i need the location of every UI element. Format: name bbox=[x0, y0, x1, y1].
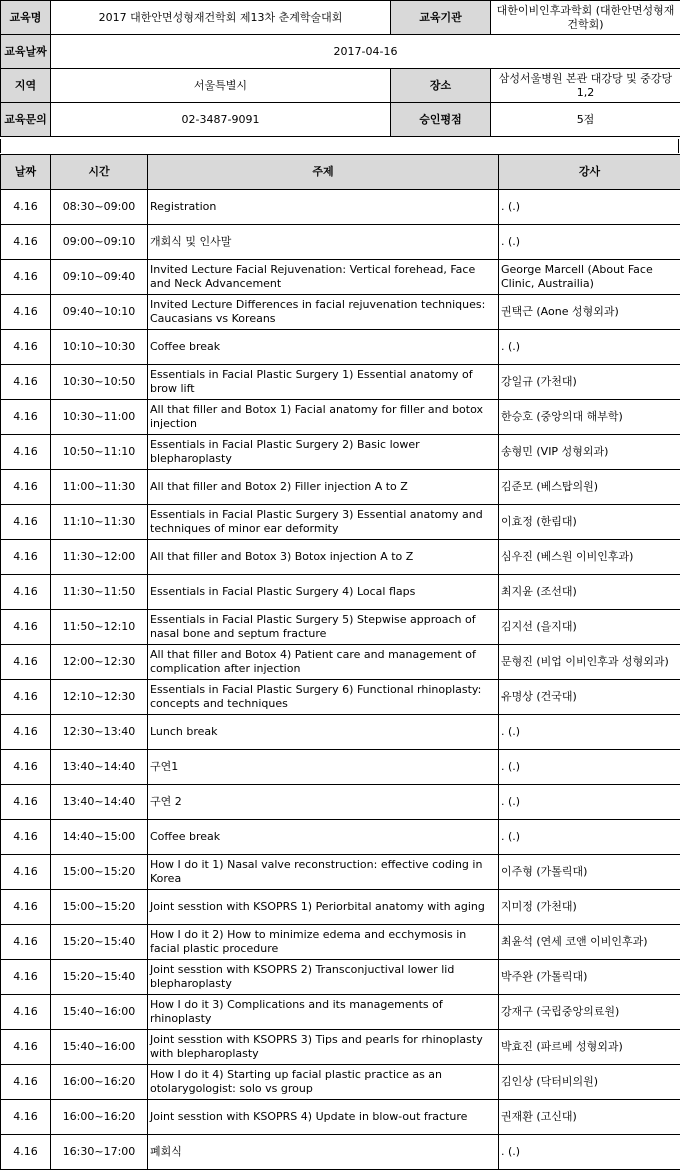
row-date: 4.16 bbox=[1, 505, 51, 540]
row-topic: How I do it 2) How to minimize edema and ecchymosis in facial plastic procedure bbox=[148, 925, 499, 960]
row-topic: 구연1 bbox=[148, 750, 499, 785]
region-value: 서울특별시 bbox=[51, 69, 391, 103]
row-speaker: 권재환 (고신대) bbox=[499, 1100, 680, 1135]
row-date: 4.16 bbox=[1, 960, 51, 995]
row-speaker: George Marcell (About Face Clinic, Austrailia) bbox=[499, 260, 680, 295]
table-row bbox=[1, 785, 680, 820]
row-speaker: 한승호 (중앙의대 해부학) bbox=[499, 400, 680, 435]
info-row-date bbox=[1, 35, 680, 69]
row-time: 12:10~12:30 bbox=[51, 680, 148, 715]
row-topic: Essentials in Facial Plastic Surgery 1) Essential anatomy of brow lift bbox=[148, 365, 499, 400]
row-date: 4.16 bbox=[1, 400, 51, 435]
row-speaker: 최지윤 (조선대) bbox=[499, 575, 680, 610]
row-speaker: . (.) bbox=[499, 750, 680, 785]
row-time: 15:40~16:00 bbox=[51, 995, 148, 1030]
row-time: 10:50~11:10 bbox=[51, 435, 148, 470]
table-row bbox=[1, 540, 680, 575]
row-date: 4.16 bbox=[1, 715, 51, 750]
row-speaker: 권택근 (Aone 성형외과) bbox=[499, 295, 680, 330]
institution-label: 교육기관 bbox=[391, 1, 491, 35]
row-topic: Joint sesstion with KSOPRS 1) Periorbital anatomy with aging bbox=[148, 890, 499, 925]
credits-label: 승인평점 bbox=[391, 103, 491, 137]
row-topic: Essentials in Facial Plastic Surgery 3) Essential anatomy and techniques of minor ear deformity bbox=[148, 505, 499, 540]
row-speaker: 지미정 (가천대) bbox=[499, 890, 680, 925]
row-speaker: 박효진 (파르베 성형외과) bbox=[499, 1030, 680, 1065]
table-row bbox=[1, 505, 680, 540]
info-row-region bbox=[1, 69, 680, 103]
credits-value: 5점 bbox=[491, 103, 680, 137]
table-row bbox=[1, 750, 680, 785]
row-speaker: . (.) bbox=[499, 785, 680, 820]
table-row bbox=[1, 610, 680, 645]
row-topic: Essentials in Facial Plastic Surgery 4) Local flaps bbox=[148, 575, 499, 610]
table-row bbox=[1, 855, 680, 890]
row-time: 15:00~15:20 bbox=[51, 890, 148, 925]
row-date: 4.16 bbox=[1, 540, 51, 575]
header-date: 날짜 bbox=[1, 155, 51, 190]
table-row bbox=[1, 365, 680, 400]
row-time: 12:00~12:30 bbox=[51, 645, 148, 680]
table-row bbox=[1, 960, 680, 995]
row-topic: All that filler and Botox 4) Patient care and management of complication after injection bbox=[148, 645, 499, 680]
row-date: 4.16 bbox=[1, 645, 51, 680]
venue-label: 장소 bbox=[391, 69, 491, 103]
row-speaker: 강일규 (가천대) bbox=[499, 365, 680, 400]
row-date: 4.16 bbox=[1, 785, 51, 820]
row-topic: All that filler and Botox 3) Botox injection A to Z bbox=[148, 540, 499, 575]
row-date: 4.16 bbox=[1, 435, 51, 470]
row-time: 16:00~16:20 bbox=[51, 1100, 148, 1135]
table-row bbox=[1, 260, 680, 295]
row-speaker: 김인상 (닥터비의원) bbox=[499, 1065, 680, 1100]
row-speaker: . (.) bbox=[499, 225, 680, 260]
row-time: 11:30~11:50 bbox=[51, 575, 148, 610]
row-topic: Invited Lecture Differences in facial rejuvenation techniques: Caucasians vs Koreans bbox=[148, 295, 499, 330]
header-speaker: 강사 bbox=[499, 155, 680, 190]
row-topic: Joint sesstion with KSOPRS 3) Tips and pearls for rhinoplasty with blepharoplasty bbox=[148, 1030, 499, 1065]
row-time: 10:10~10:30 bbox=[51, 330, 148, 365]
row-time: 10:30~11:00 bbox=[51, 400, 148, 435]
row-time: 11:00~11:30 bbox=[51, 470, 148, 505]
table-row bbox=[1, 1065, 680, 1100]
table-row bbox=[1, 1135, 680, 1170]
row-topic: Essentials in Facial Plastic Surgery 6) Functional rhinoplasty: concepts and techniques bbox=[148, 680, 499, 715]
table-row bbox=[1, 925, 680, 960]
row-speaker: . (.) bbox=[499, 820, 680, 855]
row-date: 4.16 bbox=[1, 680, 51, 715]
row-topic: 개회식 및 인사말 bbox=[148, 225, 499, 260]
row-date: 4.16 bbox=[1, 470, 51, 505]
row-speaker: 이효정 (한림대) bbox=[499, 505, 680, 540]
row-date: 4.16 bbox=[1, 260, 51, 295]
info-row-course bbox=[1, 1, 680, 35]
row-speaker: 김지선 (을지대) bbox=[499, 610, 680, 645]
row-speaker: 최윤석 (연세 코앤 이비인후과) bbox=[499, 925, 680, 960]
row-speaker: 이주형 (가톨릭대) bbox=[499, 855, 680, 890]
row-topic: How I do it 3) Complications and its managements of rhinoplasty bbox=[148, 995, 499, 1030]
row-date: 4.16 bbox=[1, 330, 51, 365]
table-spacer bbox=[0, 139, 679, 153]
row-date: 4.16 bbox=[1, 610, 51, 645]
inquiry-label: 교육문의 bbox=[1, 103, 51, 137]
row-topic: Joint sesstion with KSOPRS 2) Transconjuctival lower lid blepharoplasty bbox=[148, 960, 499, 995]
table-row bbox=[1, 330, 680, 365]
row-date: 4.16 bbox=[1, 295, 51, 330]
row-time: 13:40~14:40 bbox=[51, 750, 148, 785]
row-time: 08:30~09:00 bbox=[51, 190, 148, 225]
row-time: 16:30~17:00 bbox=[51, 1135, 148, 1170]
row-speaker: . (.) bbox=[499, 190, 680, 225]
table-row bbox=[1, 225, 680, 260]
row-time: 11:30~12:00 bbox=[51, 540, 148, 575]
header-topic: 주제 bbox=[148, 155, 499, 190]
row-topic: Coffee break bbox=[148, 820, 499, 855]
row-date: 4.16 bbox=[1, 890, 51, 925]
date-value: 2017-04-16 bbox=[51, 35, 680, 69]
row-time: 09:40~10:10 bbox=[51, 295, 148, 330]
inquiry-value: 02-3487-9091 bbox=[51, 103, 391, 137]
row-speaker: . (.) bbox=[499, 1135, 680, 1170]
table-row bbox=[1, 1030, 680, 1065]
table-row bbox=[1, 1100, 680, 1135]
row-speaker: 유명상 (건국대) bbox=[499, 680, 680, 715]
row-time: 15:00~15:20 bbox=[51, 855, 148, 890]
row-date: 4.16 bbox=[1, 1030, 51, 1065]
table-row bbox=[1, 820, 680, 855]
row-speaker: 박주완 (가톨릭대) bbox=[499, 960, 680, 995]
row-time: 15:40~16:00 bbox=[51, 1030, 148, 1065]
table-row bbox=[1, 470, 680, 505]
row-date: 4.16 bbox=[1, 925, 51, 960]
row-date: 4.16 bbox=[1, 190, 51, 225]
row-topic: All that filler and Botox 1) Facial anatomy for filler and botox injection bbox=[148, 400, 499, 435]
header-time: 시간 bbox=[51, 155, 148, 190]
info-row-inquiry bbox=[1, 103, 680, 137]
row-speaker: . (.) bbox=[499, 715, 680, 750]
row-topic: Essentials in Facial Plastic Surgery 5) Stepwise approach of nasal bone and septum fracture bbox=[148, 610, 499, 645]
row-date: 4.16 bbox=[1, 1065, 51, 1100]
row-time: 10:30~10:50 bbox=[51, 365, 148, 400]
row-date: 4.16 bbox=[1, 1135, 51, 1170]
row-speaker: 김준모 (베스탑의원) bbox=[499, 470, 680, 505]
region-label: 지역 bbox=[1, 69, 51, 103]
table-row bbox=[1, 190, 680, 225]
course-name-label: 교육명 bbox=[1, 1, 51, 35]
schedule-table bbox=[0, 154, 680, 1170]
row-date: 4.16 bbox=[1, 1100, 51, 1135]
row-topic: Essentials in Facial Plastic Surgery 2) Basic lower blepharoplasty bbox=[148, 435, 499, 470]
table-row bbox=[1, 400, 680, 435]
row-time: 15:20~15:40 bbox=[51, 960, 148, 995]
row-time: 11:10~11:30 bbox=[51, 505, 148, 540]
row-time: 09:00~09:10 bbox=[51, 225, 148, 260]
row-date: 4.16 bbox=[1, 750, 51, 785]
table-row bbox=[1, 995, 680, 1030]
row-date: 4.16 bbox=[1, 855, 51, 890]
course-info-table bbox=[0, 0, 680, 137]
institution-value: 대한이비인후과학회 (대한안면성형재건학회) bbox=[491, 1, 680, 35]
row-topic: Lunch break bbox=[148, 715, 499, 750]
row-time: 16:00~16:20 bbox=[51, 1065, 148, 1100]
row-topic: How I do it 1) Nasal valve reconstruction: effective coding in Korea bbox=[148, 855, 499, 890]
row-speaker: . (.) bbox=[499, 330, 680, 365]
table-row bbox=[1, 575, 680, 610]
row-date: 4.16 bbox=[1, 225, 51, 260]
row-topic: 폐회식 bbox=[148, 1135, 499, 1170]
row-date: 4.16 bbox=[1, 995, 51, 1030]
row-date: 4.16 bbox=[1, 365, 51, 400]
row-topic: 구연 2 bbox=[148, 785, 499, 820]
course-name-value: 2017 대한안면성형재건학회 제13차 춘계학술대회 bbox=[51, 1, 391, 35]
row-topic: Registration bbox=[148, 190, 499, 225]
schedule-header-row bbox=[1, 155, 680, 190]
table-row bbox=[1, 435, 680, 470]
row-date: 4.16 bbox=[1, 575, 51, 610]
row-speaker: 송형민 (VIP 성형외과) bbox=[499, 435, 680, 470]
table-row bbox=[1, 715, 680, 750]
row-topic: How I do it 4) Starting up facial plastic practice as an otolarygologist: solo vs group bbox=[148, 1065, 499, 1100]
row-topic: All that filler and Botox 2) Filler injection A to Z bbox=[148, 470, 499, 505]
date-label: 교육날짜 bbox=[1, 35, 51, 69]
row-date: 4.16 bbox=[1, 820, 51, 855]
table-row bbox=[1, 680, 680, 715]
row-time: 13:40~14:40 bbox=[51, 785, 148, 820]
row-time: 11:50~12:10 bbox=[51, 610, 148, 645]
row-time: 12:30~13:40 bbox=[51, 715, 148, 750]
row-topic: Joint sesstion with KSOPRS 4) Update in blow-out fracture bbox=[148, 1100, 499, 1135]
row-speaker: 심우진 (베스원 이비인후과) bbox=[499, 540, 680, 575]
table-row bbox=[1, 645, 680, 680]
table-row bbox=[1, 295, 680, 330]
venue-value: 삼성서울병원 본관 대강당 및 중강당 1,2 bbox=[491, 69, 680, 103]
row-speaker: 강재구 (국립중앙의료원) bbox=[499, 995, 680, 1030]
row-speaker: 문형진 (비업 이비인후과 성형외과) bbox=[499, 645, 680, 680]
row-time: 09:10~09:40 bbox=[51, 260, 148, 295]
table-row bbox=[1, 890, 680, 925]
row-topic: Coffee break bbox=[148, 330, 499, 365]
row-topic: Invited Lecture Facial Rejuvenation: Vertical forehead, Face and Neck Advancement bbox=[148, 260, 499, 295]
row-time: 14:40~15:00 bbox=[51, 820, 148, 855]
row-time: 15:20~15:40 bbox=[51, 925, 148, 960]
